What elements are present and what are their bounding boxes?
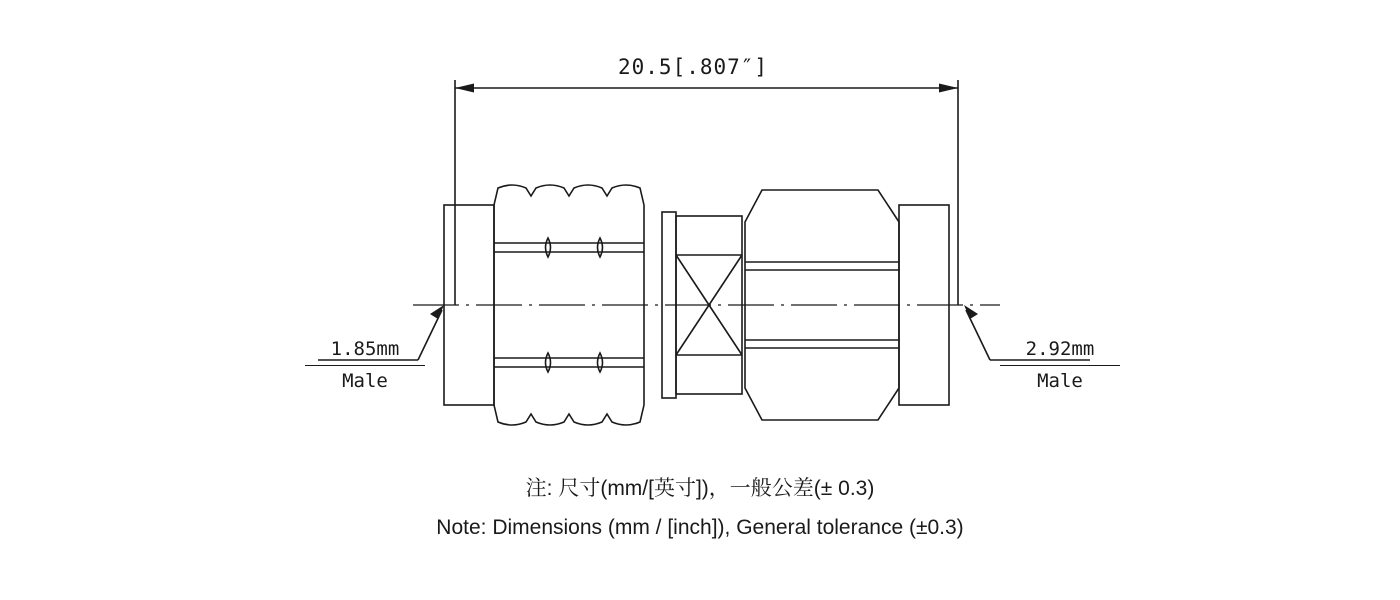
note-line-english: Note: Dimensions (mm / [inch]), General tolerance (±0.3) (436, 515, 964, 539)
dimension-arrow-left (455, 84, 474, 93)
left-connector-gender: Male (305, 365, 425, 396)
left-connector-type: 1.85mm (330, 338, 400, 360)
right-connector-callout (1000, 336, 1120, 395)
notes-block (0, 470, 1400, 548)
right-connector-gender: Male (1000, 365, 1120, 396)
right-connector-type: 2.92mm (1025, 338, 1095, 360)
left-connector-callout (305, 336, 425, 395)
left-nut-knurl-marks-lower (546, 353, 603, 372)
dimension-arrow-right (939, 84, 958, 93)
note-line-chinese: 注: 尺寸(mm/[英寸])，一般公差(± 0.3) (525, 477, 875, 500)
left-nut-knurl-marks-upper (546, 238, 603, 257)
overall-dimension-label: 20.5[.807″] (618, 55, 769, 79)
